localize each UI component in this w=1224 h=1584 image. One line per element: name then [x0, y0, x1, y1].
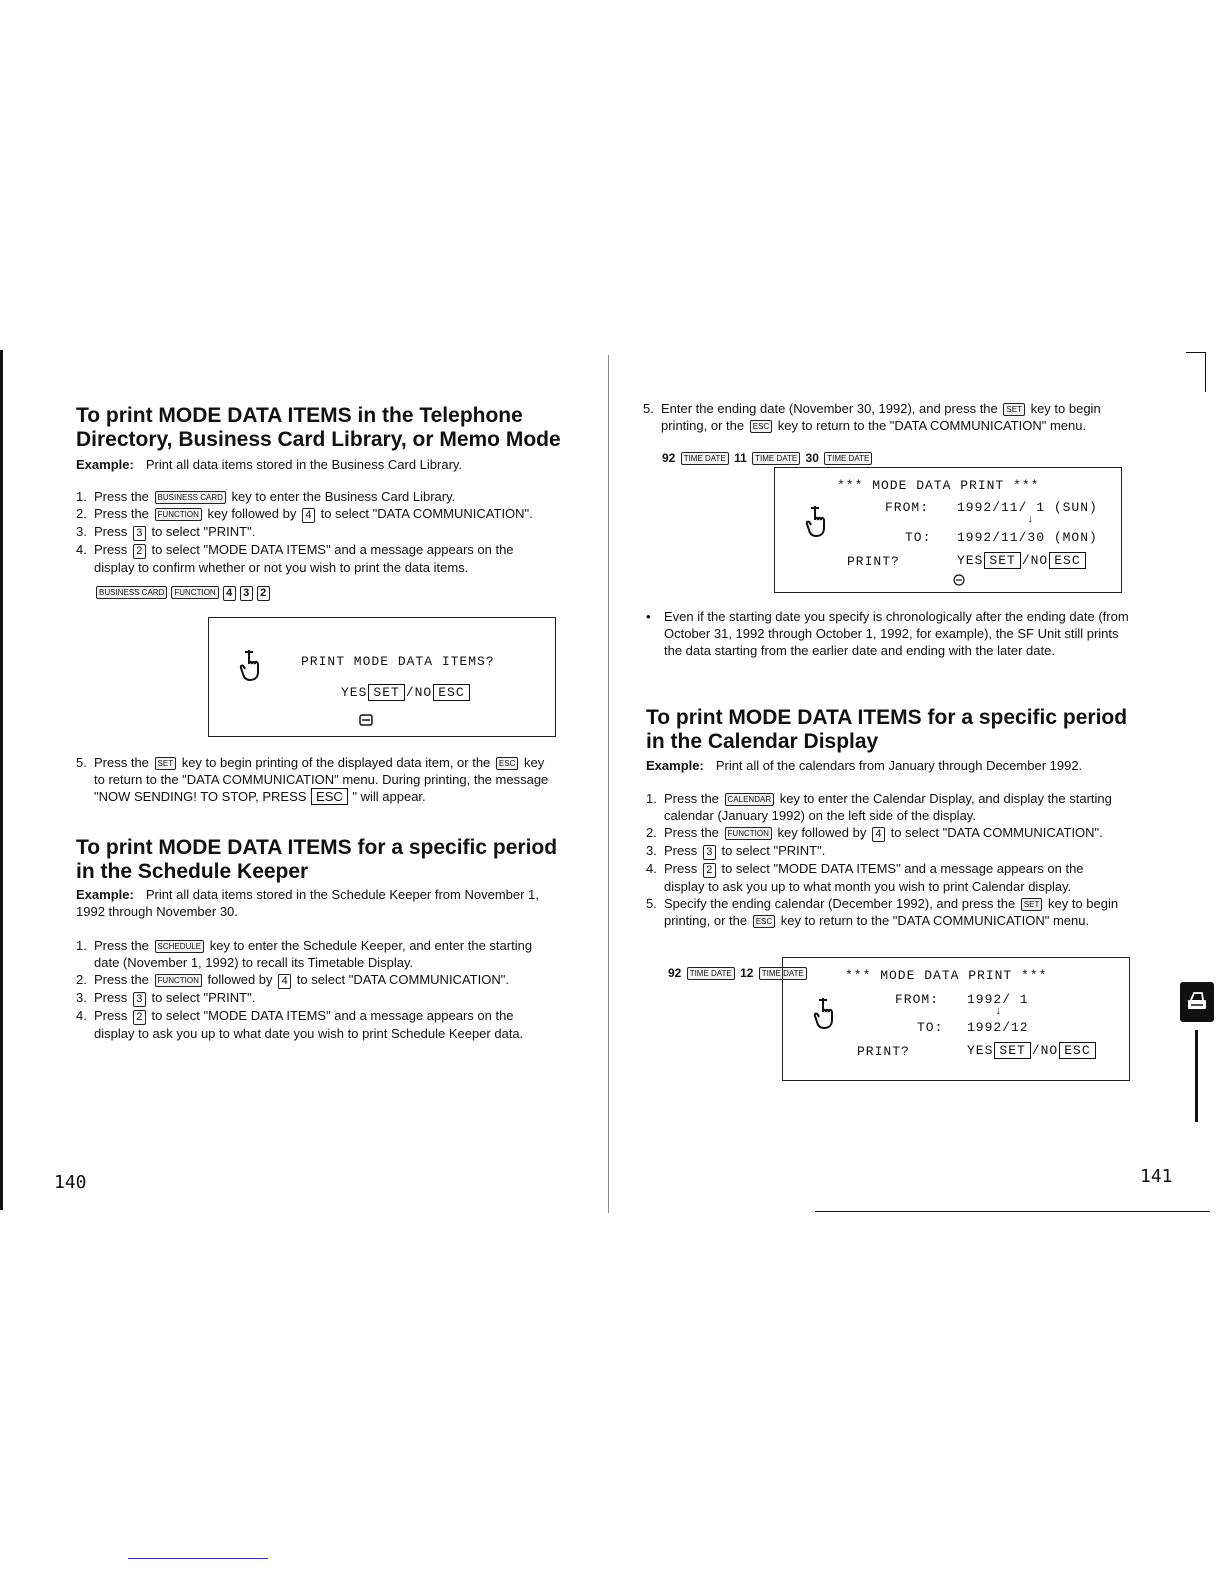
- list-item: 4. Press 2 to select "MODE DATA ITEMS" and a message appears on the display to ask you up to what month you wish to print Calendar display.: [646, 861, 1084, 894]
- lcd-to-label: TO:: [917, 1020, 944, 1035]
- section3-title: [646, 706, 1127, 754]
- function-key-icon: FUNCTION: [171, 586, 218, 599]
- section3-steps: [646, 790, 1126, 929]
- list-item: 1. Press the SCHEDULE key to enter the Schedule Keeper, and enter the starting date (November 1, 1992) to recall its Timetable Display.: [76, 938, 533, 970]
- example-text: Print all data items stored in the Business Card Library.: [145, 457, 463, 472]
- right-edge-mark: [1195, 1030, 1198, 1122]
- right-lcd-display-1: [774, 467, 1122, 593]
- set-key-box: SET: [368, 684, 404, 701]
- list-item: 2. Press the FUNCTION key followed by 4 to select "DATA COMMUNICATION".: [76, 506, 533, 521]
- function-key-icon: FUNCTION: [155, 974, 202, 987]
- section3-title-line1: To print MODE DATA ITEMS for a specific period: [646, 706, 1128, 729]
- example-label: Example:: [646, 758, 704, 773]
- key-3-icon: 3: [703, 845, 716, 860]
- section1-title: [76, 404, 561, 452]
- section2-example: [76, 886, 556, 920]
- example-label: Example:: [76, 457, 134, 472]
- lcd-to-label: TO:: [905, 530, 932, 545]
- schedule-key-icon: SCHEDULE: [155, 940, 205, 953]
- hand-pointer-icon: [813, 996, 839, 1030]
- lcd-from-label: FROM:: [895, 992, 940, 1007]
- key-2-icon: 2: [703, 863, 716, 878]
- section1-lcd-display: [208, 617, 556, 737]
- list-item: 4. Press 2 to select "MODE DATA ITEMS" and a message appears on the display to ask you up to what date you wish to print Schedule Keeper data.: [76, 1008, 524, 1041]
- lcd-to-value: 1992/12: [967, 1020, 1029, 1035]
- section2-title-line1: To print MODE DATA ITEMS for a specific period: [76, 836, 558, 859]
- clock-icon: [953, 574, 965, 586]
- section1-title-line2: Directory, Business Card Library, or Memo Mode: [76, 428, 561, 451]
- section2-steps: [76, 937, 556, 1042]
- example-text: Print all of the calendars from January through December 1992.: [715, 758, 1083, 773]
- time-date-key-icon: TIME DATE: [759, 967, 807, 980]
- key-2-icon: 2: [133, 1010, 146, 1025]
- left-page-edge: [0, 350, 3, 1210]
- esc-key-box: ESC: [1049, 552, 1085, 569]
- lcd-arrow: ↓: [1027, 514, 1035, 526]
- lcd-line2: YES SET /NO ESC: [341, 684, 471, 701]
- bottom-rule: [815, 1211, 1210, 1212]
- esc-key-box: ESC: [433, 684, 469, 701]
- list-item: 5. Specify the ending calendar (December 1992), and press the SET key to begin printing, or the ESC key to return to the "DATA COMMUNICATION" menu.: [646, 896, 1119, 928]
- lcd-print-prompt: PRINT?: [847, 554, 900, 569]
- section2-title: [76, 836, 557, 884]
- lcd-from-value: 1992/ 1: [967, 992, 1029, 1007]
- lcd-arrow: ↓: [995, 1006, 1003, 1018]
- time-date-key-icon: TIME DATE: [687, 967, 735, 980]
- side-tab: [1180, 982, 1214, 1022]
- key-2-icon: 2: [257, 586, 270, 601]
- section1-step5: [76, 754, 556, 805]
- key-4-icon: 4: [278, 974, 291, 989]
- list-item: 3. Press 3 to select "PRINT".: [76, 524, 256, 539]
- lcd-from-value: 1992/11/ 1 (SUN): [957, 500, 1098, 515]
- lcd-to-value: 1992/11/30 (MON): [957, 530, 1098, 545]
- list-item: 1. Press the BUSINESS CARD key to enter the Business Card Library.: [76, 489, 456, 504]
- footer-link-rule: [128, 1558, 268, 1559]
- calendar-key-icon: CALENDAR: [725, 793, 775, 806]
- hand-pointer-icon: [239, 648, 265, 682]
- esc-key-box: ESC: [1059, 1042, 1095, 1059]
- key-4-icon: 4: [872, 827, 885, 842]
- section3-example: [646, 757, 1082, 774]
- right-step5: [643, 400, 1125, 434]
- right-key-sequence-2: 92 TIME DATE 12 TIME DATE: [668, 966, 809, 980]
- set-key-box: SET: [994, 1042, 1030, 1059]
- right-note: • Even if the starting date you specify is chronologically after the ending date (from October 31, 1992 through October 1, 1992, for example), the SF Unit still prints the data starting from the earlier date and ending with the later date.: [646, 609, 1129, 658]
- business-card-key-icon: BUSINESS CARD: [96, 586, 167, 599]
- hand-pointer-icon: [805, 504, 831, 538]
- section1-example: [76, 456, 462, 473]
- printer-icon: [1185, 990, 1209, 1014]
- lcd-yes-no: YES SET /NO ESC: [967, 1042, 1097, 1059]
- esc-key-box: ESC: [311, 788, 348, 805]
- lcd-print-prompt: PRINT?: [857, 1044, 910, 1059]
- lcd-line1: PRINT MODE DATA ITEMS?: [301, 654, 495, 669]
- set-key-icon: SET: [1021, 898, 1043, 911]
- lcd-from-label: FROM:: [885, 500, 930, 515]
- section1-steps: [76, 488, 556, 576]
- key-3-icon: 3: [133, 526, 146, 541]
- function-key-icon: FUNCTION: [155, 508, 202, 521]
- example-text: Print all data items stored in the Schedule Keeper from November 1, 1992 through November 30.: [76, 887, 539, 919]
- page-number-left: 140: [54, 1172, 87, 1193]
- list-item: 2. Press the FUNCTION followed by 4 to select "DATA COMMUNICATION".: [76, 972, 509, 987]
- list-item: 1. Press the CALENDAR key to enter the Calendar Display, and display the starting calendar (January 1992) on the left side of the display.: [646, 791, 1112, 823]
- bullet-icon: •: [646, 609, 651, 624]
- list-item: 3. Press 3 to select "PRINT".: [646, 843, 826, 858]
- time-date-key-icon: TIME DATE: [824, 452, 872, 465]
- right-key-sequence-1: 92 TIME DATE 11 TIME DATE 30 TIME DATE: [662, 451, 874, 465]
- function-key-icon: FUNCTION: [725, 827, 772, 840]
- key-2-icon: 2: [133, 544, 146, 559]
- example-label: Example:: [76, 887, 134, 902]
- transmit-icon: [359, 714, 373, 726]
- esc-key-icon: ESC: [753, 915, 775, 928]
- list-item: 5. Press the SET key to begin printing of the displayed data item, or the ESC key to return to the "DATA COMMUNICATION" menu. During printing, the message "NOW SENDING! TO STOP, PRESS ESC " will appear.: [76, 755, 549, 804]
- set-key-icon: SET: [1003, 403, 1025, 416]
- list-item: 3. Press 3 to select "PRINT".: [76, 990, 256, 1005]
- section2-title-line2: in the Schedule Keeper: [76, 860, 309, 883]
- section3-title-line2: in the Calendar Display: [646, 730, 879, 753]
- list-item: 2. Press the FUNCTION key followed by 4 to select "DATA COMMUNICATION".: [646, 825, 1103, 840]
- center-fold-line: [608, 355, 609, 1213]
- time-date-key-icon: TIME DATE: [752, 452, 800, 465]
- key-3-icon: 3: [240, 586, 253, 601]
- section1-title-line1: To print MODE DATA ITEMS in the Telephone: [76, 404, 523, 427]
- section1-key-sequence: [94, 585, 272, 601]
- right-page-edge: [1205, 352, 1206, 392]
- right-page-top-mark: [1186, 352, 1206, 353]
- list-item: 4. Press 2 to select "MODE DATA ITEMS" and a message appears on the display to confirm whether or not you wish to print the data items.: [76, 542, 514, 575]
- esc-key-icon: ESC: [750, 420, 772, 433]
- key-4-icon: 4: [223, 586, 236, 601]
- lcd-title: *** MODE DATA PRINT ***: [837, 478, 1040, 493]
- business-card-key-icon: BUSINESS CARD: [155, 491, 226, 504]
- time-date-key-icon: TIME DATE: [681, 452, 729, 465]
- right-lcd-display-2: [782, 957, 1130, 1081]
- set-key-icon: SET: [155, 757, 177, 770]
- set-key-box: SET: [984, 552, 1020, 569]
- page-number-right: 141: [1140, 1166, 1173, 1187]
- key-4-icon: 4: [302, 508, 315, 523]
- lcd-title: *** MODE DATA PRINT ***: [845, 968, 1048, 983]
- key-3-icon: 3: [133, 992, 146, 1007]
- list-item: 5. Enter the ending date (November 30, 1992), and press the SET key to begin printing, or the ESC key to return to the "DATA COMMUNICATION" menu.: [643, 401, 1101, 433]
- lcd-yes-no: YES SET /NO ESC: [957, 552, 1087, 569]
- esc-key-icon: ESC: [496, 757, 518, 770]
